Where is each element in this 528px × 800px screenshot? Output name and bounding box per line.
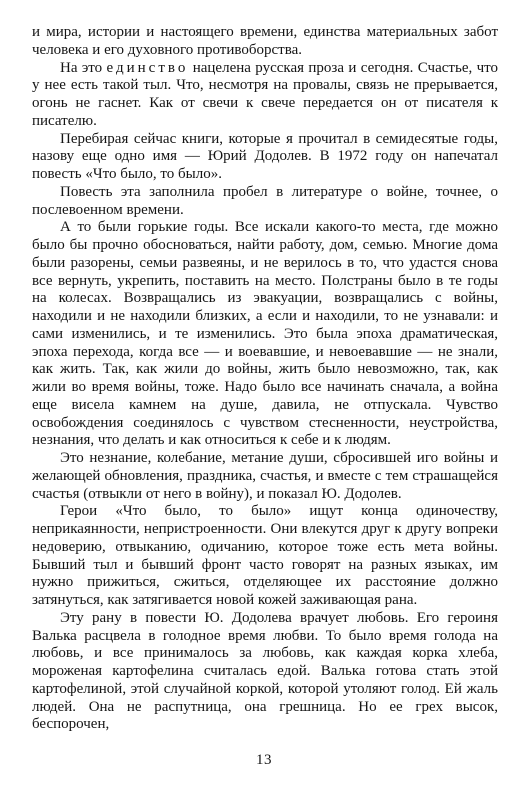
emphasized-word: единство — [106, 59, 189, 76]
paragraph: и мира, истории и настоящего времени, единства материальных забот человека и его духовного противоборства. — [32, 24, 498, 58]
paragraph-text: На это — [60, 59, 107, 76]
paragraph: Это незнание, колебание, метание души, сбросившей иго войны и желающей обновления, праздника, счастья, и вместе с тем страшащейся счастья (отвыкли от него в войну), и показал Ю. Додолев. — [32, 450, 498, 502]
page-body — [32, 24, 498, 734]
paragraph: Повесть эта заполнила пробел в литературе о войне, точнее, о послевоенном времени. — [32, 183, 498, 218]
paragraph: А то были горькие годы. Все искали какого-то места, где можно было бы прочно обосноваться, найти работу, дом, семью. Многие дома были разорены, семьи развеяны, и не верилось в то, что удастся снова все вернуть, укрепить, поставить на место. Полстраны было в те годы на колесах. Возвращались из эвакуации, возвращались с войны, находили и не находили близких, а если и находили, то не узнавали: и сами изменились, и те изменились. Это была эпоха драматическая, эпоха перехода, когда все — и воевавшие, и невоевавшие — не знали, как жить. Так, как жили до войны, жить было невозможно, так, как жили во время войны, тоже. Надо было все начинать сначала, а война еще висела камнем на душе, давила, не отпускала. Чувство освобождения соединялось с чувством стесненности, неустройства, незнания, что делать и как относиться к себе и к людям. — [32, 219, 498, 449]
paragraph — [32, 60, 498, 131]
page-number: 13 — [256, 752, 272, 768]
paragraph: Герои «Что было, то было» ищут конца одиночеству, неприкаянности, непристроенности. Они влекутся друг к другу вопреки недоверию, отвыканию, одичанию, которое тоже есть мета войны. Бывший тыл и бывший фронт часто говорят на разных языках, им нужно прижиться, сжиться, отделяющее их расстояние должно затянуться, как затягивается новой кожей заживающая рана. — [32, 503, 498, 608]
paragraph: Эту рану в повести Ю. Додолева врачует любовь. Его героиня Валька расцвела в голодное время любви. То было время голода на любовь, и все принималось за любовь, как каждая корка хлеба, мороженая картофелина считалась едой. Валька готова стать этой картофелиной, этой случайной коркой, которой утоляют голод. Ей жаль людей. Она не распутница, она грешница. Но ее грех высок, беспорочен, — [32, 609, 498, 733]
paragraph: Перебирая сейчас книги, которые я прочитал в семидесятые годы, назову еще одно имя — Юрий Додолев. В 1972 году он напечатал повесть «Что было, то было». — [32, 130, 498, 182]
paragraph-text: нацелена русская проза и сегодня. Счастье, что у нее есть такой тыл. Что, несмотря на провалы, связь не прерывается, огонь не гаснет. Как от свечи к свече передается он от писателя к писателю. — [32, 59, 498, 129]
